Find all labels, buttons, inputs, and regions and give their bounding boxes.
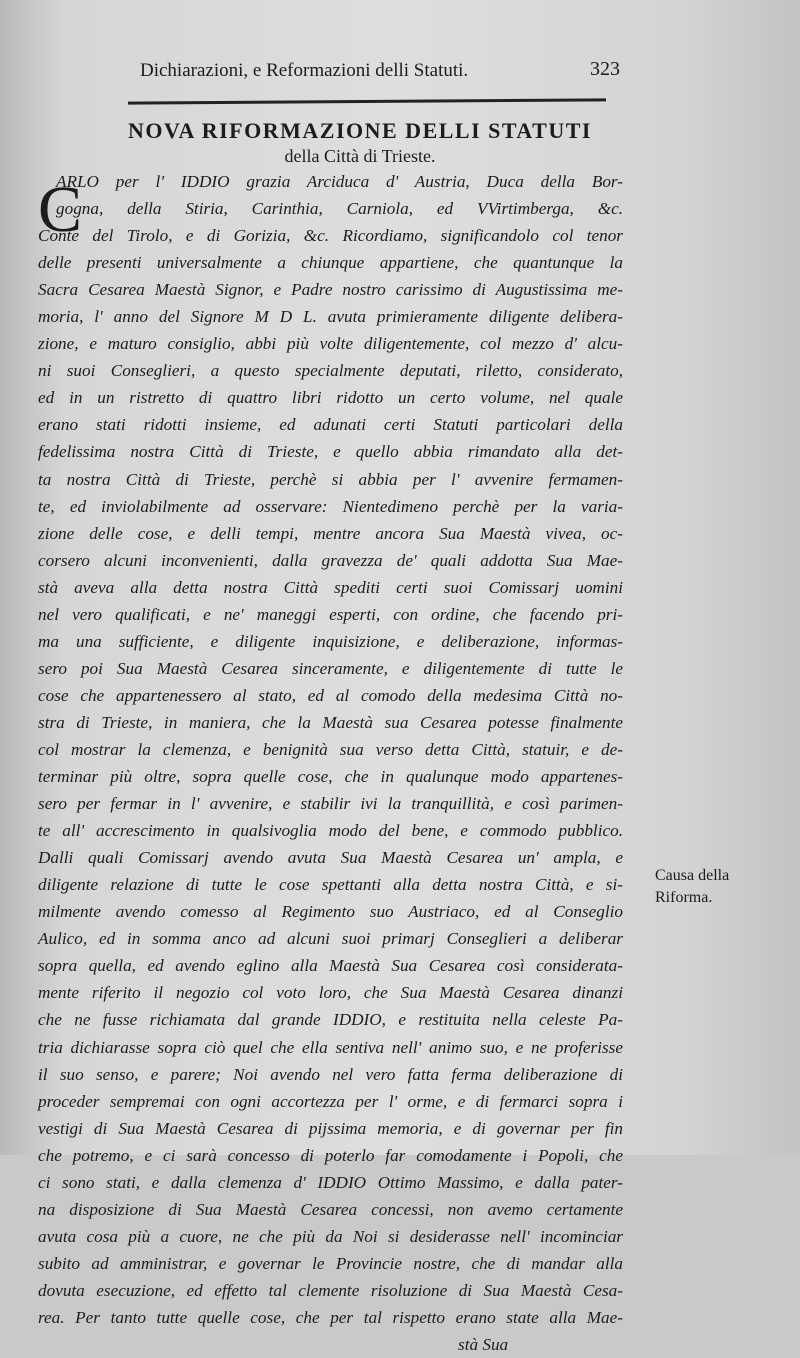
text-line: Sacra Cesarea Maestà Signor, e Padre nostro carissimo di Augustissima me-	[38, 280, 623, 300]
text-line: milmente avendo comesso al Regimento suo Austriaco, ed al Conseglio	[38, 902, 623, 922]
text-line: ARLO per l' IDDIO grazia Arciduca d' Austria, Duca della Bor-	[56, 172, 623, 191]
title-line-1: NOVA RIFORMAZIONE DELLI STATUTI	[128, 118, 592, 143]
title-line-2: della Città di Trieste.	[284, 146, 436, 166]
body-text	[38, 168, 623, 1358]
text-line: che ne fusse richiamata dal grande IDDIO, e restituita nella celeste Pa-	[38, 1010, 623, 1030]
margin-note-line-1: Causa della	[655, 867, 730, 884]
text-line: Conte del Tirolo, e di Gorizia, &c. Ricordiamo, significandolo col tenor	[38, 226, 623, 246]
text-line: terminar più oltre, sopra quelle cose, che in qualunque modo appartenes-	[38, 767, 623, 787]
text-line: cose che appartenessero al stato, ed al comodo della medesima Città no-	[38, 685, 623, 705]
margin-note-line-2: Riforma.	[655, 889, 713, 906]
text-line: corsero alcuni inconvenienti, dalla gravezza de' quali addotta Sua Mae-	[38, 550, 623, 570]
text-line: sopra quella, ed avendo eglino alla Maestà Sua Cesarea così considerata-	[38, 956, 623, 976]
running-head	[140, 58, 620, 86]
text-line: col mostrar la clemenza, e benignità sua verso detta Città, statuir, e de-	[38, 739, 623, 759]
text-line: stà Sua	[458, 1335, 509, 1355]
text-line: sero poi Sua Maestà Cesarea sinceramente, e diligentemente di tutte le	[38, 658, 623, 678]
text-line: te, ed inviolabilmente ad osservare: Nientedimeno perchè per la varia-	[38, 496, 623, 516]
drop-cap: C	[38, 173, 83, 246]
text-line: avuta cosa più a cuore, ne che più da Noi si desiderasse nell' incominciar	[38, 1226, 623, 1246]
text-line: fedelissima nostra Città di Trieste, e quello abbia rimandato alla det-	[38, 442, 623, 462]
text-line: delle presenti universalmente a chiunque appartiene, che quantunque la	[38, 253, 623, 273]
text-line: stra di Trieste, in maniera, che la Maestà sua Cesarea potesse finalmente	[38, 712, 623, 732]
text-line: proceder sempremai con ogni accortezza per l' orme, e di fermarci sopra i	[38, 1091, 623, 1111]
text-line: zione delle cose, e delli tempi, mentre ancora Sua Maestà vivea, oc-	[38, 523, 623, 543]
text-line: ni suoi Conseglieri, a questo specialmente deputati, riletto, considerato,	[38, 361, 623, 381]
text-line: moria, l' anno del Signore M D L. avuta primieramente diligente delibera-	[38, 307, 623, 327]
text-line: vestigi di Sua Maestà Cesarea di pijssima memoria, e di governar per fin	[38, 1118, 623, 1138]
text-line: mente riferito il negozio col voto loro, che Sua Maestà Cesarea dinanzi	[38, 983, 623, 1003]
text-line: erano stati ridotti insieme, ed adunati certi Statuti particolari della	[38, 415, 623, 435]
text-line: Dalli quali Comissarj avendo avuta Sua Maestà Cesarea un' ampla, e	[38, 848, 623, 868]
text-line: ed in un ristretto di quattro libri ridotto un certo volume, nel quale	[38, 388, 623, 408]
text-line: subito ad amministrar, e governar le Provincie nostre, che di mandar alla	[38, 1253, 623, 1273]
text-line: te all' accrescimento in qualsivoglia modo del bene, e commodo pubblico.	[38, 821, 623, 841]
text-line: sero per fermar in l' avvenire, e stabilir ivi la tranquillità, e così parimen-	[38, 794, 623, 814]
text-line: zione, e maturo consiglio, abbi più volte diligentemente, col mezzo d' alcu-	[38, 334, 623, 354]
text-line: tria dichiarasse sopra ciò quel che ella sentiva nell' animo suo, e ne proferisse	[38, 1037, 623, 1057]
section-title	[80, 118, 640, 167]
margin-note	[655, 865, 775, 909]
text-line: dovuta esecuzione, ed effetto tal clemente risoluzione di Sua Maestà Cesa-	[38, 1280, 623, 1300]
page-number: 323	[590, 58, 620, 80]
text-line: ta nostra Città di Trieste, perchè si abbia per l' avvenire fermamen-	[38, 469, 623, 489]
text-line: il suo senso, e parere; Noi avendo nel vero fatta ferma deliberazione di	[38, 1064, 623, 1084]
text-line: diligente relazione di tutte le cose spettanti alla detta nostra Città, e si-	[38, 875, 623, 895]
text-line: rea. Per tanto tutte quelle cose, che per tal rispetto erano state alla Mae-	[38, 1307, 623, 1327]
text-line: gogna, della Stiria, Carinthia, Carniola, ed VVirtimberga, &c.	[56, 199, 623, 219]
text-line: na disposizione di Sua Maestà Cesarea concessi, non avemo certamente	[38, 1199, 623, 1219]
text-line: nel vero qualificati, e ne' maneggi esperti, con ordine, che facendo pri-	[38, 604, 623, 624]
text-line: che potremo, e ci sarà concesso di poterlo far comodamente i Popoli, che	[38, 1145, 623, 1165]
text-line: ci sono stati, e dalla clemenza d' IDDIO Ottimo Massimo, e dalla pater-	[38, 1172, 623, 1192]
text-line: Aulico, ed in somma anco ad alcuni suoi primarj Conseglieri a deliberar	[38, 929, 623, 949]
header-rule	[128, 98, 606, 104]
text-line: stà aveva alla detta nostra Città spediti certi suoi Comissarj uomini	[38, 577, 623, 597]
text-line: ma una sufficiente, e diligente inquisizione, e deliberazione, informas-	[38, 631, 623, 651]
running-title: Dichiarazioni, e Reformazioni delli Statuti.	[140, 60, 469, 81]
